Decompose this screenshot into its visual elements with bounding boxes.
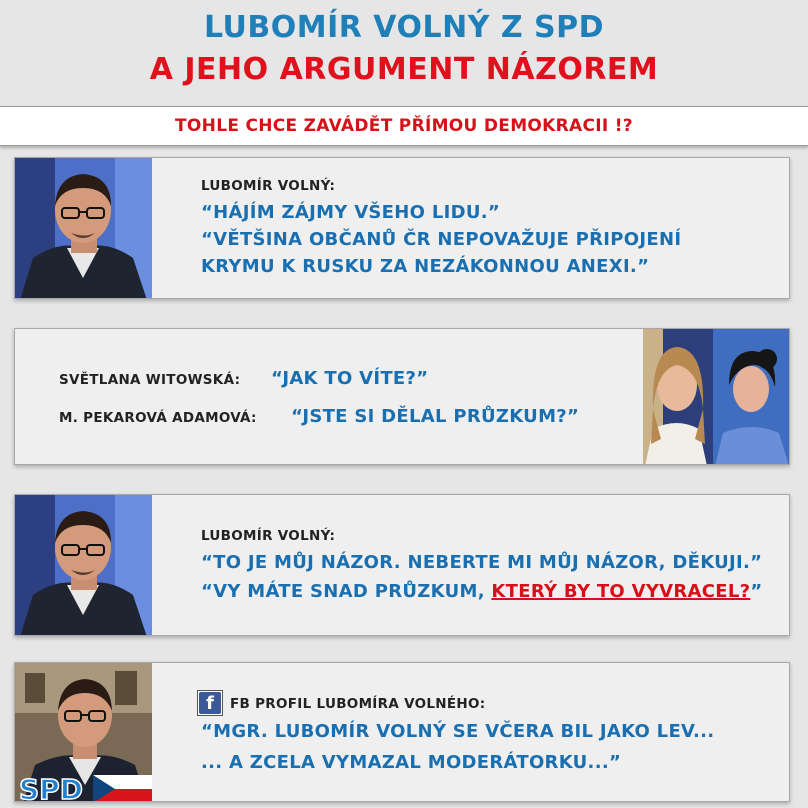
facebook-glyph: f: [199, 692, 221, 714]
subtitle-text: TOHLE CHCE ZAVÁDĚT PŘÍMOU DEMOKRACII !?: [175, 116, 633, 136]
quote-text: “VY MÁTE SNAD PRŮZKUM,: [201, 581, 492, 602]
subtitle-banner: [0, 106, 808, 146]
quote-line: “TO JE MŮJ NÁZOR. NEBERTE MI MŮJ NÁZOR, DĚKUJI.”: [201, 552, 763, 573]
quote-panel-fb: [14, 662, 790, 802]
portrait-volny: [15, 495, 152, 635]
quote-line: KRYMU K RUSKU ZA NEZÁKONNOU ANEXI.”: [201, 256, 650, 277]
quote-line: ... A ZCELA VYMAZAL MODERÁTORKU...”: [201, 752, 622, 773]
quote-line: “MGR. LUBOMÍR VOLNÝ SE VČERA BIL JAKO LEV...: [201, 721, 715, 742]
speaker-label: LUBOMÍR VOLNÝ:: [201, 528, 336, 544]
quote-panel-moderators: [14, 328, 790, 465]
speaker-label: LUBOMÍR VOLNÝ:: [201, 178, 336, 194]
quote-text: ”: [750, 581, 763, 602]
quote-panel-volny-2: [14, 494, 790, 636]
facebook-icon: [197, 690, 223, 716]
quote-text-highlight: KTERÝ BY TO VYVRACEL?: [491, 581, 751, 602]
spd-logo-text: SPD: [19, 773, 83, 801]
speaker-label: SVĚTLANA WITOWSKÁ:: [59, 372, 241, 388]
portrait-volny: [15, 158, 152, 298]
portrait-moderators: [643, 329, 789, 464]
quote-line: “JAK TO VÍTE?”: [271, 368, 429, 389]
quote-line: “VĚTŠINA OBČANŮ ČR NEPOVAŽUJE PŘIPOJENÍ: [201, 229, 682, 250]
portrait-volny-spd: [15, 663, 152, 801]
speaker-label: M. PEKAROVÁ ADAMOVÁ:: [59, 410, 257, 426]
quote-panel-volny-1: [14, 157, 790, 299]
quote-line: “JSTE SI DĚLAL PRŮZKUM?”: [291, 406, 580, 427]
page-title-line1: LUBOMÍR VOLNÝ Z SPD: [203, 10, 605, 45]
speaker-label: FB PROFIL LUBOMÍRA VOLNÉHO:: [230, 696, 486, 712]
quote-line: “HÁJÍM ZÁJMY VŠEHO LIDU.”: [201, 202, 501, 223]
quote-line: [201, 581, 763, 602]
page-title-line2: A JEHO ARGUMENT NÁZOREM: [149, 52, 659, 87]
